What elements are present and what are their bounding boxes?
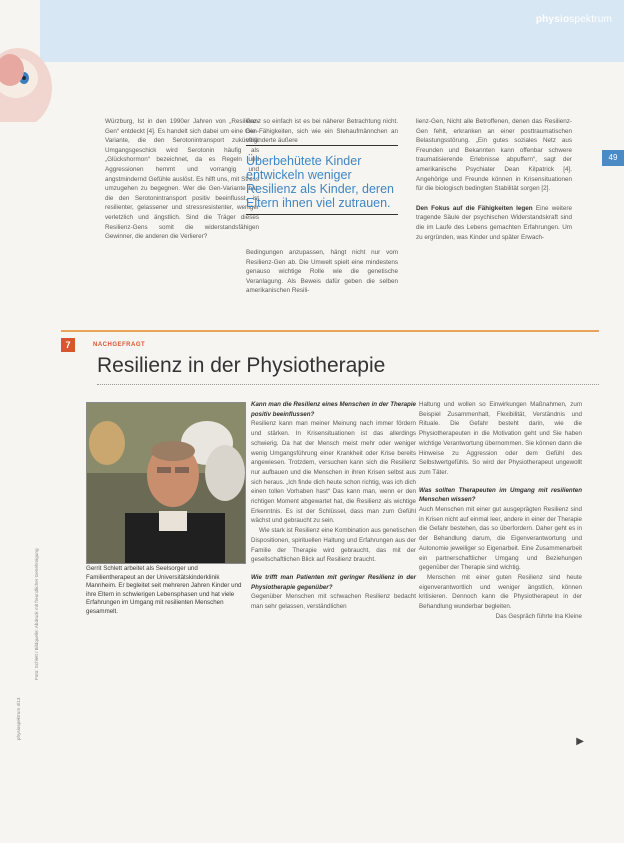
box-title: Resilienz in der Physiotherapie [97,354,386,377]
answer-1b: Wie stark ist Resilienz eine Kombination aus genetischen Dispositionen, spirituellen Haltung und Erfahrungen aus der Familie der Therapie wird gebraucht, das mit der gesellschaftlichen Blick auf Resilienz braucht. [251,527,416,564]
col3-subhead: Den Fokus auf die Fähigkeiten legen [416,204,533,212]
article-column-1 [105,117,259,242]
matryoshka-doll-image [0,40,58,122]
col2-top-paragraph: Ganz so einfach ist es bei näherer Betrachtung nicht. Die Fähigkeiten, sich wie ein Stehaufmännchen an veränderte äußere [246,118,398,145]
box-divider [97,384,599,385]
brand-bold: physio [535,14,570,25]
col3-paragraph-b: Eine weitere tragende Säule der psychischen Widerstandskraft sind die im Laufe des Lebens gemachten Erfahrungen. Um zu ergründen, was Kinder und später Erwach- [416,204,573,241]
article-column-2-bottom [246,248,398,296]
pullquote-box [246,145,398,215]
question-1: Kann man die Resilienz eines Menschen in der Therapie positiv beeinflussen? [251,401,416,418]
box-tag: 7 [61,338,75,352]
interview-box [61,330,599,800]
answer-2-continued: Haltung und wollen so Einwirkungen Maßnahmen, zum Beispiel Zusammenhalt, Flexibilität, Verständnis und Rituale. Die Gefahr besteht darin, wie die Physiotherapeuten in die Motivation geht und Sie haben wichtige Verantwortung übernommen. Sie können dann die Hinweise zu Aggression oder dem Gefühl des Selbstwertgefühls. So wird der Physiotherapeut ungewollt zum Täter. [419,401,582,476]
pullquote: Überbehütete Kinder entwickeln weniger Resilienz als Kinder, deren Eltern ihnen viel zutrauen. [246,154,394,210]
col3-paragraph-a: lienz-Gen, Nicht alle Betroffenen, denen das Resilienz-Gen fehlt, erkranken an einer posttraumatischen Belastungsstörung. „Ein gutes soziales Netz aus Freunden und Bekannten kann offenbar schwere traumatisierende Erlebnisse abpuffern“, sagt der amerikanische Psychiater Dean Kilpatrick [4]. Angehörige und Freunde können in Krisensituationen für die biologisch bedingten Stabilität sorgen [2]. [416,118,572,193]
brand-light: spektrum [569,14,612,25]
question-3: Was sollten Therapeuten im Umgang mit resilienten Menschen wissen? [419,486,582,504]
article-column-2-top [246,117,398,146]
answer-2: Gegenüber Menschen mit schwachen Resilienz bedacht man sehr gelassen, verständlichen [251,593,416,611]
page-number: 49 [602,150,624,166]
answer-1: Resilienz kann man meiner Meinung nach immer fördern und stärken. In Krisensituationen ist das allerdings schwierig. Da hat der Mensch meist mehr oder weniger wenig Umgangsführung einer Krankheit oder Krise bereits angewiesen. Trotzdem, versuchen kann sich die Resilienz nur aufbauen und die Menschen in ihren Krisen selbst aus sich heraus. „Ich finde dich heute schon richtig, was ich dich einen tollen Vorhaben hast“ Das kann man, wenn er den richtigen Moment abgewartet hat, die Resilienz als wichtige Erkenntnis. Es ist der Schlüssel, dass man zum Gefühl wächst und gebraucht zu sein. [251,420,416,525]
col2-bottom-paragraph: Bedingungen anzupassen, hängt nicht nur vom Resilienz-Gen ab. Die Umwelt spielt eine mindestens genauso wichtige Rolle wie die genetische Veranlagung. Als Beweis dafür geben die selben amerikanischen Resili- [246,249,398,295]
interview-column-1 [251,400,416,612]
answer-3: Auch Menschen mit einer gut ausgeprägten Resilienz sind in Krisen nicht auf einmal leer, andere in einer der Therapie die Gefahr bestehen, das so überfordern. Daher geht es in der Behandlung darum, die Eigenverantwortung und Autonomie jeweiliger so Eigenarbeit. Eine Zusammenarbeit ein partnerschaftlicher Umgang und Beziehungen gegenüber der Therapie sind wichtig. [419,506,582,572]
portrait-photo [86,402,246,564]
next-page-arrow-icon: ▶ [576,736,584,747]
side-text-right: Foto: Schlett / Bildquelle: Abdruck mit freundlicher Genehmigung [34,548,39,680]
article-column-3 [416,117,572,242]
answer-3b: Menschen mit einer guten Resilienz sind heute eigenverantwortlich und weniger ängstlich, können kritisieren. Dennoch kann die Physiotherapeut in der Behandlung wunderbar begleiten. [419,573,582,611]
magazine-brand [536,14,612,25]
col1-paragraph: Würzburg, Ist in den 1990er Jahren von „Resilienz-Gen“ entdeckt [4]. Es handelt sich dabei um eine Gen-Variante, die den Serotonintransport zukünftig: Umgangsgeschick wird Serotonin häufig als „Glückshormon“ bezeichnet, da es Regeln und Aggressionen hemmt und vorrangig und angstmindernd Gefühle auslöst. Es hilft uns, mit Stress umzugehen zu begegnen. Wer die Gen-Variante hat, die den Serotonintransport positiv beeinflusst, ist resilienter, gelassener und stressresistenter, weniger verletzlich und ängstlich. Sind die Träger dieses Resilienz-Gens somit die widerstandsfähigen Gewinner, die anderen die Verlierer? [105,118,259,241]
question-2: Wie trifft man Patienten mit geringer Resilienz in der Physiotherapie gegenüber? [251,573,416,591]
interview-credit: Das Gespräch führte Ina Kleine [495,612,582,620]
side-text-left: physiospektrum 4/13 [16,697,21,740]
box-kicker: NACHGEFRAGT [93,342,146,348]
interview-column-2 [419,400,582,621]
portrait-illustration [87,403,245,563]
photo-caption: Gerrit Schlett arbeitet als Seelsorger und Familientherapeut an der Universitätskinderklinik Mannheim. Er begleitet seit mehreren Jahren Kinder und ihre Eltern in schwierigen Lebensphasen und hat viele Erfahrungen im Umgang mit resilienten Menschen gesammelt. [86,565,242,615]
header-band [40,0,624,62]
